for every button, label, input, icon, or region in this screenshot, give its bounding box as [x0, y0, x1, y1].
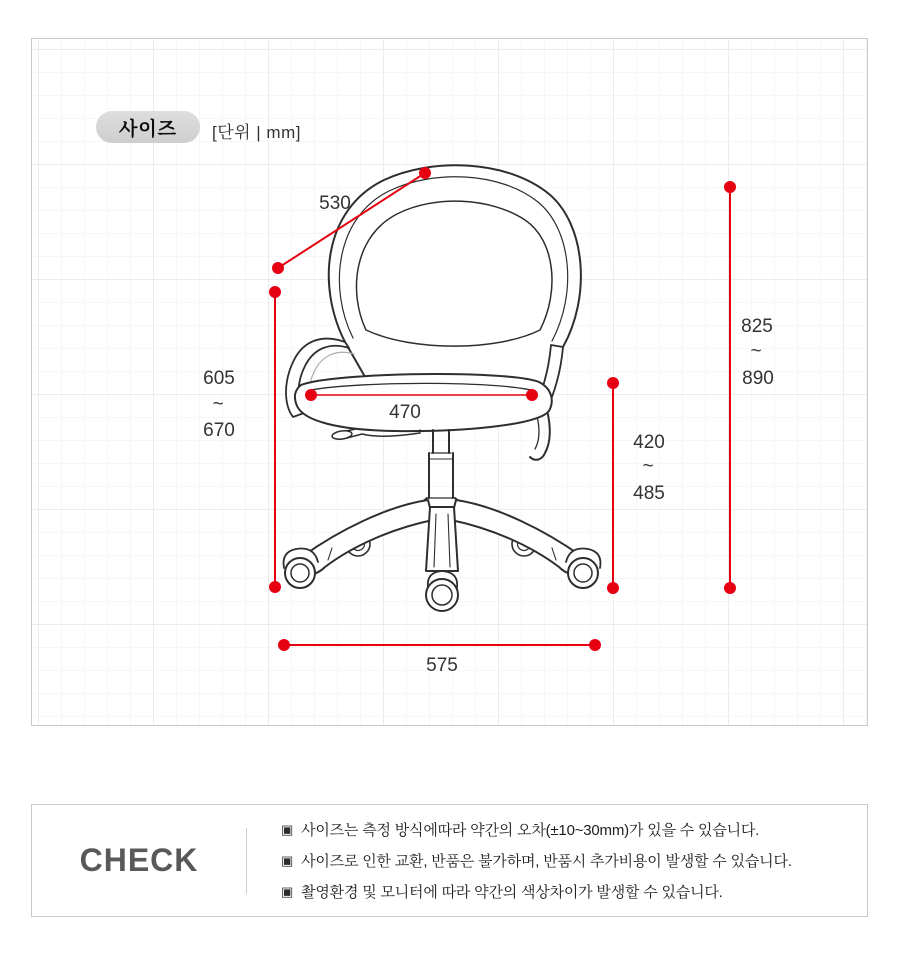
- check-item-text: 사이즈로 인한 교환, 반품은 불가하며, 반품시 추가비용이 발생할 수 있습니다.: [301, 853, 792, 870]
- chair-base-right-arm: [451, 500, 588, 575]
- chair-seat: [295, 374, 552, 431]
- dim-tilde: ~: [642, 456, 654, 477]
- chair-caster-left: [284, 549, 319, 588]
- chair-base-front-arm: [426, 507, 458, 571]
- check-item-text: 사이즈는 측정 방식에따라 약간의 오차(±10~30mm)가 있을 수 있습니다.: [301, 822, 760, 839]
- square-bullet-icon: ▣: [281, 822, 294, 837]
- dim-label-670: 670: [203, 420, 235, 441]
- dim-total-height-825-890: [724, 181, 774, 594]
- check-item-text: 촬영환경 및 모니터에 따라 약간의 색상차이가 발생할 수 있습니다.: [301, 884, 723, 901]
- dim-back-height-605-670: [203, 286, 281, 593]
- size-badge: 사이즈: [96, 111, 200, 143]
- square-bullet-icon: ▣: [281, 853, 294, 868]
- check-item: [281, 881, 792, 902]
- dim-label-470: 470: [389, 402, 421, 423]
- check-item: [281, 850, 792, 871]
- check-list: [247, 819, 802, 902]
- dim-label-825: 825: [741, 316, 773, 337]
- dim-seat-height-420-485: [607, 377, 665, 594]
- dim-tilde: ~: [212, 394, 224, 415]
- dim-label-530: 530: [319, 193, 351, 214]
- size-diagram-card: [31, 38, 868, 726]
- unit-label: [단위 | mm]: [212, 123, 301, 142]
- chair-caster-right: [566, 549, 601, 588]
- check-item: [281, 819, 792, 840]
- check-card: [31, 804, 868, 917]
- dim-base-width-575: [278, 639, 601, 676]
- dim-tilde: ~: [750, 341, 762, 362]
- chair-caster-front: [426, 571, 458, 611]
- square-bullet-icon: ▣: [281, 884, 294, 899]
- dim-label-485: 485: [633, 483, 665, 504]
- dim-label-575: 575: [426, 655, 458, 676]
- chair-drawing: [284, 165, 601, 611]
- dim-label-890: 890: [742, 368, 774, 389]
- dim-label-605: 605: [203, 368, 235, 389]
- dim-label-420: 420: [633, 432, 665, 453]
- check-title: CHECK: [79, 842, 199, 878]
- chair-base-left-arm: [296, 500, 433, 575]
- chair-gas-lift: [413, 430, 469, 510]
